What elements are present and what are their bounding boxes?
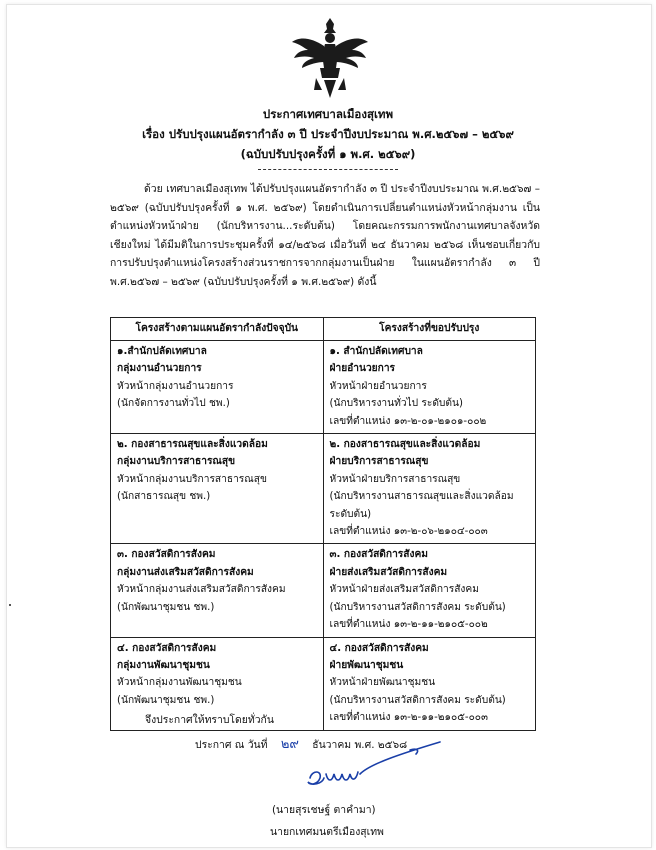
- position: หัวหน้าฝ่ายอำนวยการ: [329, 380, 427, 392]
- announcement-subject: เรื่อง ปรับปรุงแผนอัตรากำลัง ๓ ปี ประจำปีงบประมาณ พ.ศ.๒๕๖๗ – ๒๕๖๙: [142, 127, 514, 141]
- position: หัวหน้ากลุ่มงานส่งเสริมสวัสดิการสังคม: [117, 584, 286, 596]
- header-current: โครงสร้างตามแผนอัตรากำลังปัจจุบัน: [111, 318, 324, 341]
- position-type: (นักบริหารงานสวัสดิการสังคม ระดับต้น): [329, 694, 506, 706]
- current-cell: [111, 341, 324, 434]
- position: หัวหน้าฝ่ายบริการสาธารณสุข: [329, 473, 461, 485]
- table-row: [111, 341, 536, 434]
- division: ๒. กองสาธารณสุขและสิ่งแวดล้อม: [329, 439, 481, 451]
- announcement-revision: (ฉบับปรับปรุงครั้งที่ ๑ พ.ศ. ๒๕๖๙): [240, 147, 416, 161]
- position-type: (นักพัฒนาชุมชน ชพ.): [117, 694, 215, 706]
- announcement-title: ประกาศเทศบาลเมืองสุเทพ: [262, 107, 394, 121]
- division: ๑. สำนักปลัดเทศบาล: [329, 346, 423, 357]
- unit: กลุ่มงานบริการสาธารณสุข: [117, 456, 236, 468]
- position-number: เลขที่ตำแหน่ง ๑๓-๒-๑๑-๒๑๐๕-๐๐๓: [329, 712, 488, 724]
- position-number: เลขที่ตำแหน่ง ๑๓-๒-๐๖-๒๑๐๔-๐๐๓: [329, 526, 488, 538]
- closing-announce: จึงประกาศให้ทราบโดยทั่วกัน: [145, 714, 274, 726]
- position-number: เลขที่ตำแหน่ง ๑๓-๒-๐๑-๒๑๐๑-๐๐๒: [329, 415, 487, 427]
- body-paragraph: [110, 180, 540, 291]
- table-row: [111, 544, 536, 637]
- division: ๓. กองสวัสดิการสังคม: [329, 549, 428, 561]
- unit: กลุ่มงานส่งเสริมสวัสดิการสังคม: [117, 566, 254, 578]
- body-text: ด้วย เทศบาลเมืองสุเทพ ได้ปรับปรุงแผนอัตรากำลัง ๓ ปี ประจำปีงบประมาณ พ.ศ.๒๕๖๗ – ๒๕๖๙ (ฉบับปรับปรุงครั้งที่ ๑ พ.ศ. ๒๕๖๙) โดยดำเนินการเปลี่ยนตำแหน่งหัวหน้ากลุ่มงาน เป็นตำแหน่งหัวหน้าฝ่าย (นักบริหารงาน...ระดับต้น) โดยคณะกรรมการพนักงานเทศบาลจังหวัดเชียงใหม่ ได้มีมติในการประชุมครั้งที่ ๑๔/๒๕๖๘ เมื่อวันที่ ๒๔ ธันวาคม ๒๕๖๘ เห็นชอบเกี่ยวกับการปรับปรุงตำแหน่งโครงสร้างส่วนราชการจากกลุ่มงานเป็นฝ่าย ในแผนอัตรากำลัง ๓ ปี พ.ศ.๒๕๖๗ – ๒๕๖๙ (ฉบับปรับปรุงครั้งที่ ๑ พ.ศ.๒๕๖๙) ดังนี้: [110, 183, 540, 288]
- division: ๑.สำนักปลัดเทศบาล: [117, 346, 207, 357]
- date-day: ๒๙: [280, 737, 299, 752]
- position-type: (นักบริหารงานสาธารณสุขและสิ่งแวดล้อม: [329, 491, 514, 503]
- current-cell: [111, 434, 324, 544]
- position: หัวหน้ากลุ่มงานพัฒนาชุมชน: [117, 677, 242, 689]
- unit: กลุ่มงานอำนวยการ: [117, 363, 202, 375]
- date-month-year: ธันวาคม พ.ศ. ๒๕๖๘: [312, 739, 408, 751]
- proposed-cell: [323, 434, 536, 544]
- unit: กลุ่มงานพัฒนาชุมชน: [117, 659, 210, 671]
- unit: ฝ่ายบริการสาธารณสุข: [329, 456, 429, 468]
- position-type: (นักจัดการงานทั่วไป ชพ.): [117, 398, 230, 410]
- header-proposed: โครงสร้างที่ขอปรับปรุง: [323, 318, 536, 341]
- position: หัวหน้ากลุ่มงานอำนวยการ: [117, 380, 234, 392]
- signature: [290, 738, 460, 800]
- position-type-cont: ระดับต้น): [329, 508, 372, 520]
- garuda-emblem: [290, 16, 370, 100]
- signer-position: นายกเทศมนตรีเมืองสุเทพ: [270, 826, 384, 838]
- scan-speck: [9, 604, 11, 606]
- divider: [258, 169, 398, 170]
- position-type: (นักสาธารณสุข ชพ.): [117, 491, 211, 503]
- proposed-cell: [323, 637, 536, 730]
- unit: ฝ่ายพัฒนาชุมชน: [329, 659, 404, 671]
- proposed-cell: [323, 341, 536, 434]
- signer-name: (นายสุรเชษฐ์ ตาคำมา): [272, 804, 376, 816]
- position-type: (นักบริหารงานสวัสดิการสังคม ระดับต้น): [329, 601, 506, 613]
- division: ๔. กองสวัสดิการสังคม: [329, 642, 429, 654]
- unit: ฝ่ายอำนวยการ: [329, 363, 396, 375]
- unit: ฝ่ายส่งเสริมสวัสดิการสังคม: [329, 566, 448, 578]
- table-header-row: [111, 318, 536, 341]
- position: หัวหน้าฝ่ายส่งเสริมสวัสดิการสังคม: [329, 584, 479, 596]
- table-row: [111, 434, 536, 544]
- current-cell: [111, 544, 324, 637]
- position: หัวหน้ากลุ่มงานบริการสาธารณสุข: [117, 473, 267, 485]
- position: หัวหน้าฝ่ายพัฒนาชุมชน: [329, 677, 436, 689]
- date-prefix: ประกาศ ณ วันที่: [195, 739, 268, 751]
- position-type: (นักบริหารงานทั่วไป ระดับต้น): [329, 398, 463, 410]
- structure-table: [110, 317, 536, 731]
- division: ๔. กองสวัสดิการสังคม: [117, 642, 217, 654]
- position-number: เลขที่ตำแหน่ง ๑๓-๒-๑๑-๒๑๐๕-๐๐๒: [329, 619, 488, 631]
- division: ๒. กองสาธารณสุขและสิ่งแวดล้อม: [117, 439, 268, 451]
- proposed-cell: [323, 544, 536, 637]
- division: ๓. กองสวัสดิการสังคม: [117, 549, 216, 561]
- position-type: (นักพัฒนาชุมชน ชพ.): [117, 601, 215, 613]
